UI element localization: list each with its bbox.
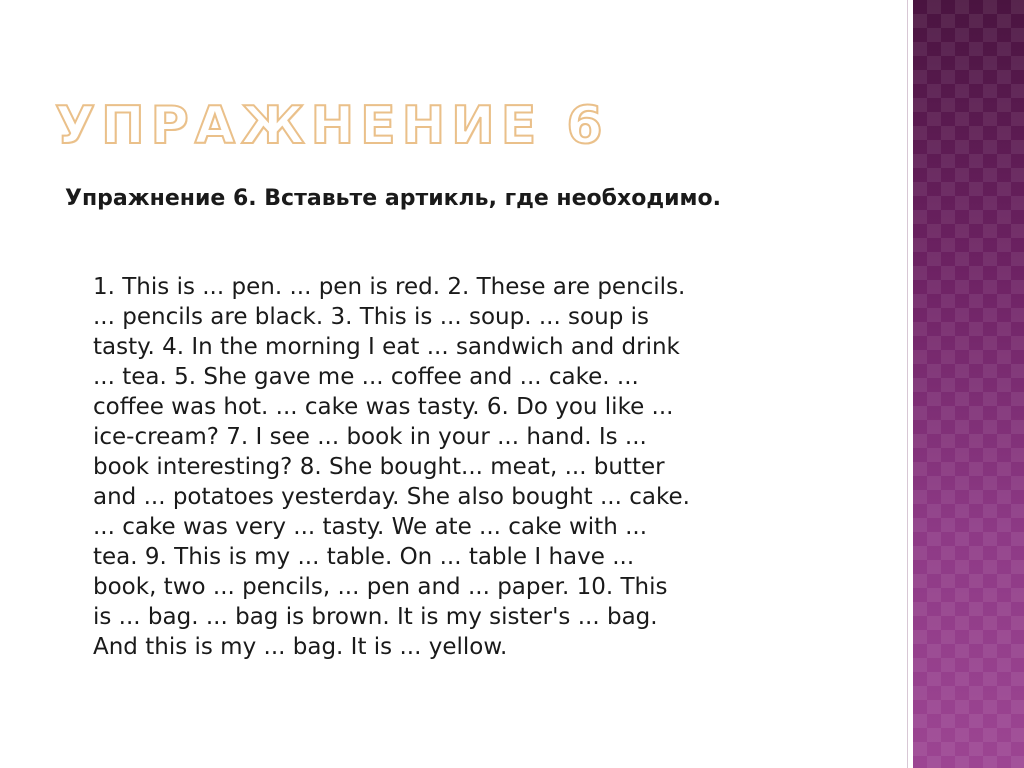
exercise-line: tasty. 4. In the morning I eat ... sandwich and drink	[93, 334, 680, 360]
exercise-line: ... pencils are black. 3. This is ... soup. ... soup is	[93, 304, 649, 330]
exercise-line: ... cake was very ... tasty. We ate ... cake with ...	[93, 514, 648, 540]
decorative-side-band	[913, 0, 1024, 768]
exercise-line: 1. This is ... pen. ... pen is red. 2. These are pencils.	[93, 274, 686, 300]
exercise-heading: Упражнение 6. Вставьте артикль, где необходимо.	[65, 186, 721, 211]
side-divider-line	[907, 0, 908, 768]
exercise-line: ... tea. 5. She gave me ... coffee and ... cake. ...	[93, 364, 639, 390]
exercise-line: coffee was hot. ... cake was tasty. 6. Do you like ...	[93, 394, 674, 420]
exercise-line: is ... bag. ... bag is brown. It is my sister's ... bag.	[93, 604, 658, 630]
slide-title: УПРАЖНЕНИЕ 6	[55, 96, 609, 156]
exercise-text	[93, 272, 893, 662]
exercise-line: And this is my ... bag. It is ... yellow.	[93, 634, 508, 660]
exercise-line: and ... potatoes yesterday. She also bought ... cake.	[93, 484, 690, 510]
exercise-line: tea. 9. This is my ... table. On ... table I have ...	[93, 544, 635, 570]
exercise-line: book, two ... pencils, ... pen and ... paper. 10. This	[93, 574, 668, 600]
exercise-line: book interesting? 8. She bought... meat, ... butter	[93, 454, 665, 480]
exercise-line: ice-cream? 7. I see ... book in your ... hand. Is ...	[93, 424, 647, 450]
